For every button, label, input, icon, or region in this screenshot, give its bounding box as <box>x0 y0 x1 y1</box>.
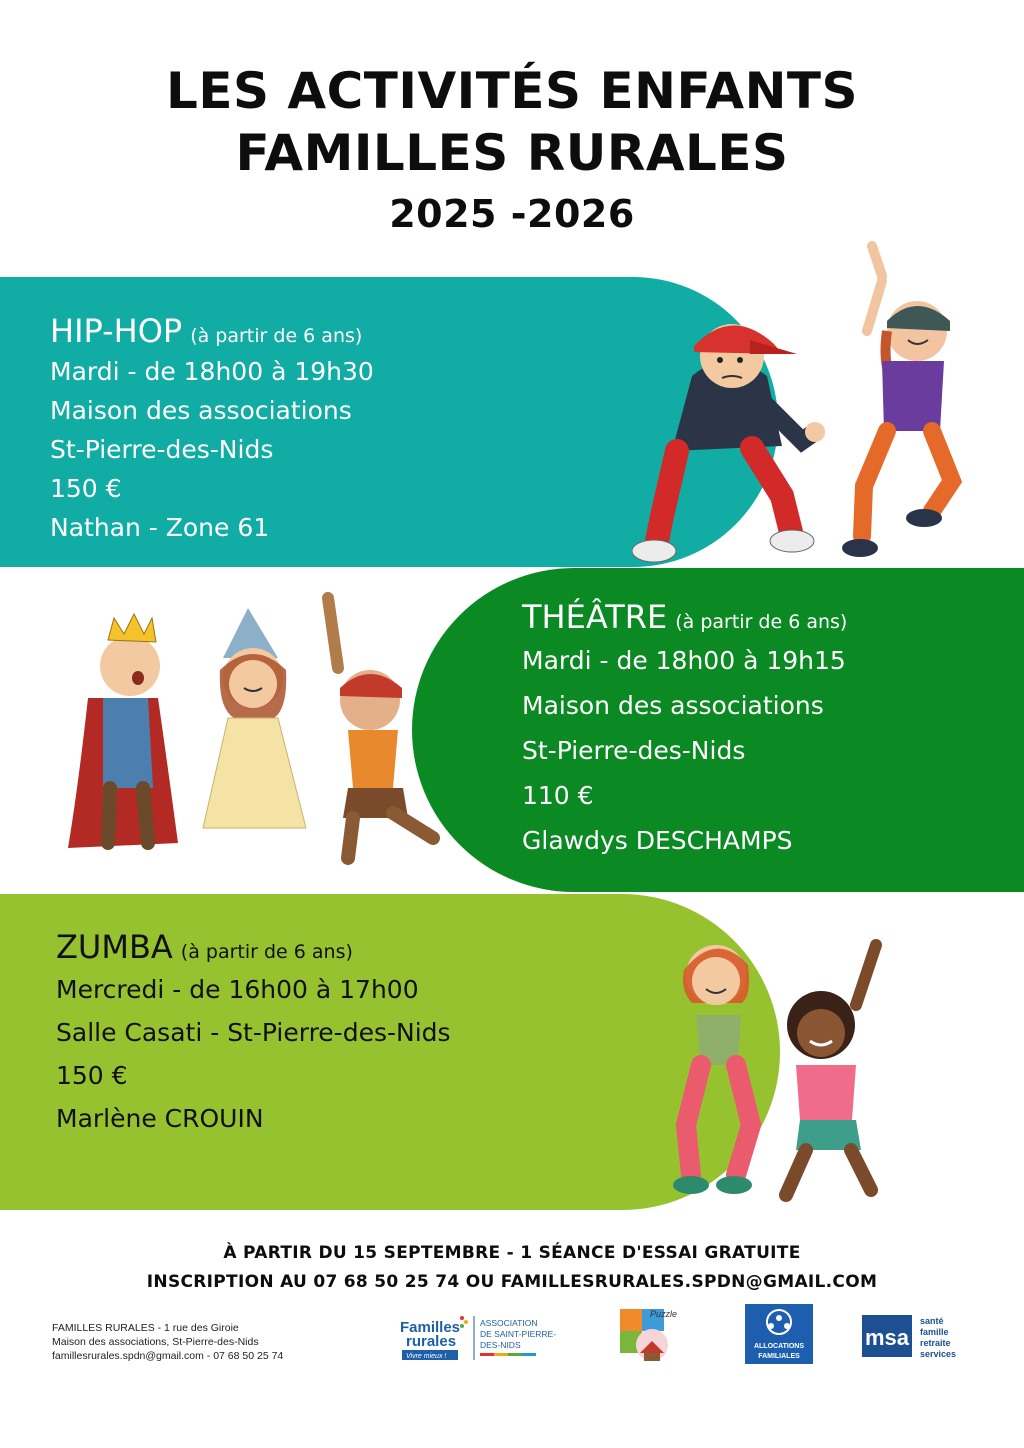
theatre-price: 110 € <box>522 781 594 810</box>
trial-session-notice: À PARTIR DU 15 SEPTEMBRE - 1 SÉANCE D'ESSAI GRATUITE <box>223 1243 801 1263</box>
theatre-princess-figure <box>203 608 306 828</box>
theatre-venue-line1: Maison des associations <box>522 691 824 720</box>
season-year: 2025 -2026 <box>389 192 635 236</box>
msa-logo-line4: services <box>920 1349 957 1359</box>
footer-address-line1: FAMILLES RURALES - 1 rue des Giroie <box>52 1322 239 1334</box>
msa-logo-line1: santé <box>920 1316 944 1326</box>
msa-logo <box>862 1311 982 1361</box>
zumba-name: ZUMBA <box>56 928 173 966</box>
hiphop-venue-line1: Maison des associations <box>50 396 352 425</box>
hiphop-schedule: Mardi - de 18h00 à 19h30 <box>50 357 374 386</box>
theatre-pirate-figure <box>328 598 433 858</box>
caf-logo-line2: FAMILIALES <box>758 1353 800 1360</box>
theatre-info <box>522 598 847 863</box>
fr-logo-assoc-line1: ASSOCIATION <box>480 1318 538 1328</box>
hiphop-venue-line2: St-Pierre-des-Nids <box>50 435 274 464</box>
theatre-king-figure <box>68 614 178 848</box>
theatre-kids-illustration <box>48 588 448 874</box>
caf-logo-line1: ALLOCATIONS <box>753 1343 805 1350</box>
hiphop-boy-figure <box>632 324 825 562</box>
msa-logo-line3: retraite <box>920 1338 951 1348</box>
hiphop-age: (à partir de 6 ans) <box>190 325 363 347</box>
msa-logo-line2: famille <box>920 1327 949 1337</box>
hiphop-name: HIP-HOP <box>50 312 183 350</box>
footer-address <box>52 1321 283 1363</box>
familles-rurales-logo <box>396 1312 560 1364</box>
fr-logo-word2: rurales <box>406 1333 457 1350</box>
theatre-age: (à partir de 6 ans) <box>675 611 848 633</box>
hiphop-dancers-illustration <box>632 236 962 576</box>
zumba-girl-right-figure <box>786 945 876 1195</box>
zumba-heading <box>56 928 451 966</box>
hiphop-price: 150 € <box>50 474 122 503</box>
theatre-instructor: Glawdys DESCHAMPS <box>522 826 793 855</box>
zumba-instructor: Marlène CROUIN <box>56 1104 264 1133</box>
title-line-2: FAMILLES RURALES <box>235 124 789 182</box>
title-line-1: LES ACTIVITÉS ENFANTS <box>165 62 859 120</box>
msa-logo-mark: msa <box>864 1325 910 1350</box>
zumba-schedule: Mercredi - de 16h00 à 17h00 <box>56 975 419 1004</box>
footer-address-line3: famillesrurales.spdn@gmail.com - 07 68 50 25 74 <box>52 1350 284 1362</box>
registration-contact: INSCRIPTION AU 07 68 50 25 74 OU FAMILLESRURALES.SPDN@GMAIL.COM <box>146 1272 878 1292</box>
zumba-venue: Salle Casati - St-Pierre-des-Nids <box>56 1018 451 1047</box>
zumba-age: (à partir de 6 ans) <box>180 941 353 963</box>
fr-logo-assoc-line2: DE SAINT-PIERRE- <box>480 1329 557 1339</box>
fr-logo-word1: Familles <box>400 1319 461 1336</box>
footer-address-line2: Maison des associations, St-Pierre-des-Nids <box>52 1336 259 1348</box>
fr-logo-slogan: Vivre mieux ! <box>406 1353 447 1360</box>
zumba-girl-left-figure <box>673 945 752 1194</box>
caf-logo <box>745 1304 813 1364</box>
theatre-name: THÉÂTRE <box>522 598 668 636</box>
zumba-info <box>56 928 451 1140</box>
puzzle-logo <box>616 1303 686 1365</box>
theatre-schedule: Mardi - de 18h00 à 19h15 <box>522 646 846 675</box>
hiphop-info <box>50 312 374 547</box>
theatre-heading <box>522 598 847 636</box>
hiphop-girl-figure <box>842 246 952 557</box>
zumba-dancers-illustration <box>656 925 918 1213</box>
theatre-venue-line2: St-Pierre-des-Nids <box>522 736 746 765</box>
hiphop-heading <box>50 312 374 350</box>
fr-logo-assoc-line3: DES-NIDS <box>480 1340 521 1350</box>
zumba-price: 150 € <box>56 1061 128 1090</box>
puzzle-logo-name: Puzzle <box>650 1309 678 1319</box>
hiphop-instructor: Nathan - Zone 61 <box>50 513 270 542</box>
